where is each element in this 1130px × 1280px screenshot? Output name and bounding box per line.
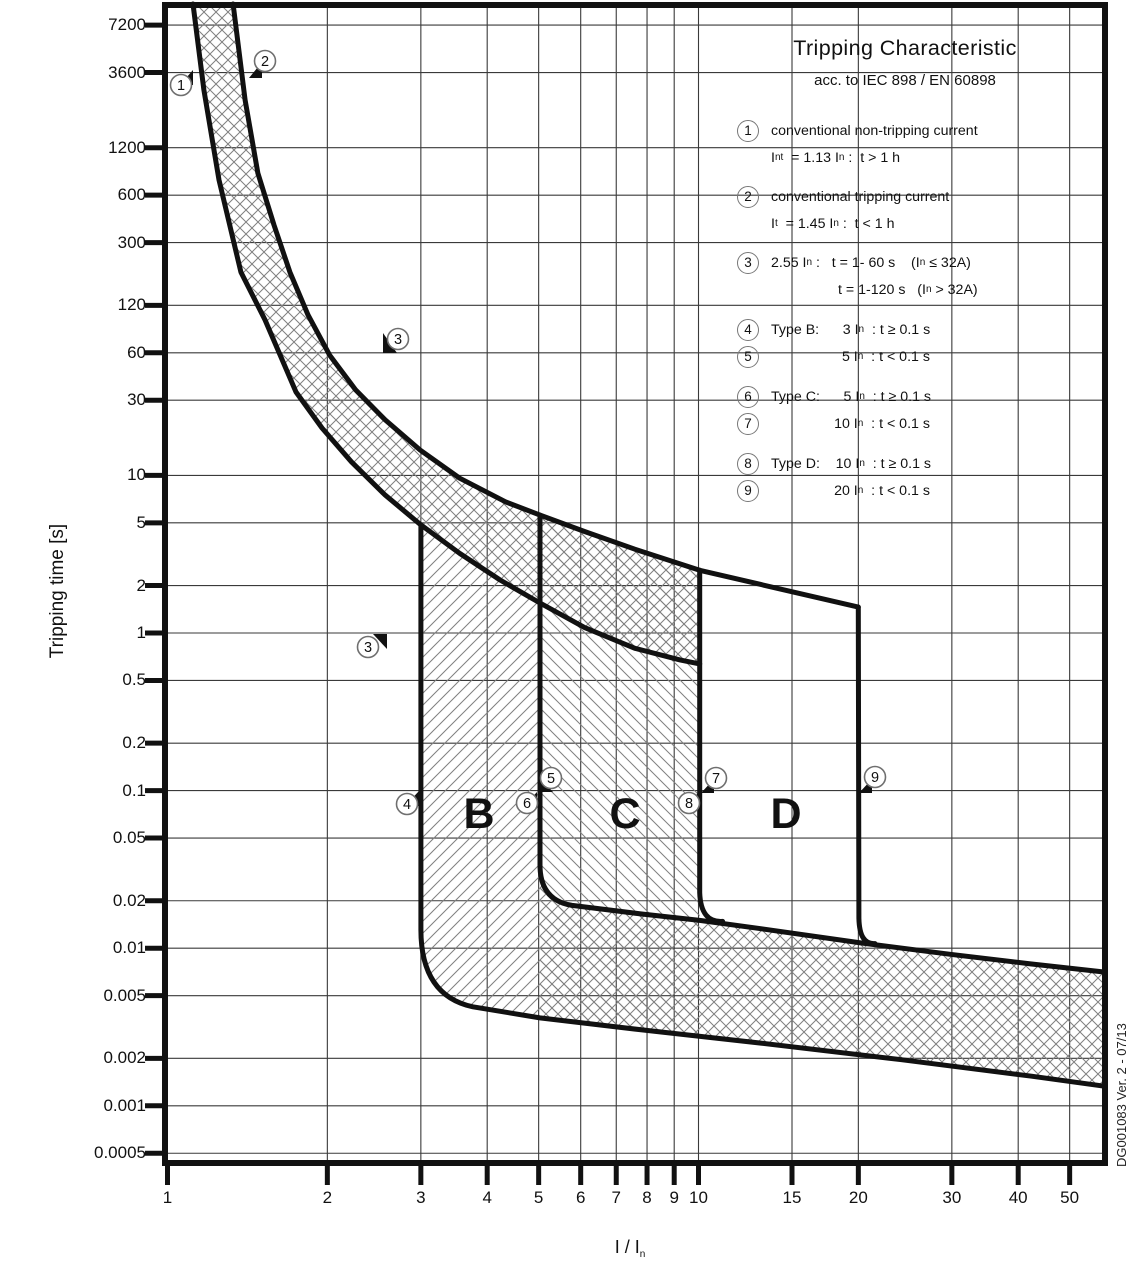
y-tick-label: 600 (117, 185, 146, 205)
legend-note-number-8: 8 (737, 453, 759, 475)
legend (737, 117, 1122, 504)
legend-row (737, 383, 1122, 437)
y-tick-label: 0.0005 (94, 1143, 146, 1163)
legend-row (737, 450, 1122, 504)
legend-row (737, 183, 1122, 237)
y-tick-label: 0.02 (112, 890, 146, 910)
legend-note-number-3: 3 (737, 252, 759, 274)
marker-number-2: 2 (260, 54, 270, 70)
y-tick-label: 120 (117, 295, 146, 315)
x-tick-label: 6 (575, 1188, 586, 1207)
y-tick-label: 0.2 (122, 733, 146, 753)
legend-note-number-7: 7 (737, 413, 759, 435)
legend-note-text: Type C: 5 I n : t ≥ 0.1 s (771, 388, 932, 405)
legend-note-text: conventional non-tripping current (771, 122, 978, 139)
legend-note-text: t = 1-120 s (I n > 32A) (771, 281, 978, 298)
x-tick-label: 1 (162, 1188, 173, 1207)
legend-note-text: 5 I n : t < 0.1 s (771, 348, 930, 365)
legend-note-text: conventional tripping current (771, 188, 950, 205)
y-tick-label: 60 (127, 342, 146, 362)
y-tick-label: 0.001 (103, 1095, 146, 1115)
y-tick-label: 30 (127, 390, 146, 410)
legend-row (737, 117, 1122, 171)
x-tick-label: 4 (482, 1188, 492, 1207)
region-label-C: C (609, 790, 641, 838)
legend-note-number-1: 1 (737, 120, 759, 142)
y-tick-label: 5 (136, 512, 146, 532)
y-tick-label: 7200 (108, 15, 146, 35)
region-b-hatch (421, 525, 540, 1018)
legend-note-number-4: 4 (737, 319, 759, 341)
x-tick-label: 30 (942, 1188, 962, 1207)
legend-note-number-9: 9 (737, 480, 759, 502)
x-tick-label: 8 (642, 1188, 652, 1207)
y-axis-title: Tripping time [s] (47, 523, 68, 659)
x-tick-label: 40 (1008, 1188, 1028, 1207)
legend-note-text: 20 I n : t < 0.1 s (771, 482, 930, 499)
y-tick-label: 10 (127, 465, 146, 485)
region-label-B: B (463, 790, 495, 838)
marker-number-3: 3 (393, 332, 403, 348)
x-tick-label: 20 (848, 1188, 868, 1207)
marker-number-7: 7 (711, 771, 721, 787)
x-tick-label: 10 (689, 1188, 708, 1207)
marker-number-8: 8 (684, 796, 694, 812)
legend-row (737, 249, 1122, 303)
x-tick-label: 9 (669, 1188, 679, 1207)
legend-note-text: I nt = 1.13 I n : t > 1 h (771, 149, 901, 166)
marker-number-5: 5 (546, 771, 556, 787)
y-tick-label: 0.05 (112, 828, 146, 848)
legend-note-text: Type B: 3 I n : t ≥ 0.1 s (771, 321, 931, 338)
x-tick-label: 15 (782, 1188, 802, 1207)
marker-number-4: 4 (402, 797, 412, 813)
x-axis-title: I / $I_n$ (614, 1237, 646, 1260)
legend-note-text: 2.55 I n : t = 1- 60 s (I n ≤ 32A) (771, 254, 971, 271)
legend-note-text: Type D: 10 I n : t ≥ 0.1 s (771, 455, 932, 472)
x-tick-label: 5 (533, 1188, 544, 1207)
marker-number-6: 6 (522, 796, 532, 812)
chart-subtitle: acc. to IEC 898 / EN 60898 (814, 72, 996, 89)
legend-note-number-5: 5 (737, 346, 759, 368)
document-id-watermark: DG001083 Ver. 2 - 07/13 (1114, 1023, 1129, 1167)
x-tick-label: 50 (1060, 1188, 1080, 1207)
x-tick-label: 7 (611, 1188, 621, 1207)
legend-note-number-6: 6 (737, 386, 759, 408)
marker-number-9: 9 (870, 770, 880, 786)
y-tick-label: 3600 (108, 62, 146, 82)
y-tick-label: 0.002 (103, 1048, 146, 1068)
y-tick-label: 1 (136, 623, 146, 642)
x-tick-label: 2 (322, 1188, 333, 1207)
d-top-line (700, 570, 859, 607)
y-tick-label: 0.5 (122, 670, 146, 690)
y-tick-label: 0.005 (103, 985, 146, 1005)
y-tick-label: 2 (136, 575, 146, 595)
y-tick-label: 0.1 (122, 780, 146, 800)
legend-note-text: I t = 1.45 I n : t < 1 h (771, 215, 895, 232)
marker-number-3: 3 (363, 640, 373, 656)
legend-note-text: 10 I n : t < 0.1 s (771, 415, 930, 432)
y-tick-label: 0.01 (112, 938, 146, 958)
legend-row (737, 316, 1122, 370)
marker-number-1: 1 (176, 78, 186, 94)
region-label-D: D (770, 790, 802, 838)
chart-title: Tripping Characteristic (793, 36, 1017, 60)
y-tick-label: 300 (117, 232, 146, 252)
x-tick-label: 3 (416, 1188, 426, 1207)
edge-10In (700, 570, 723, 921)
legend-note-number-2: 2 (737, 186, 759, 208)
y-tick-label: 1200 (108, 137, 146, 157)
